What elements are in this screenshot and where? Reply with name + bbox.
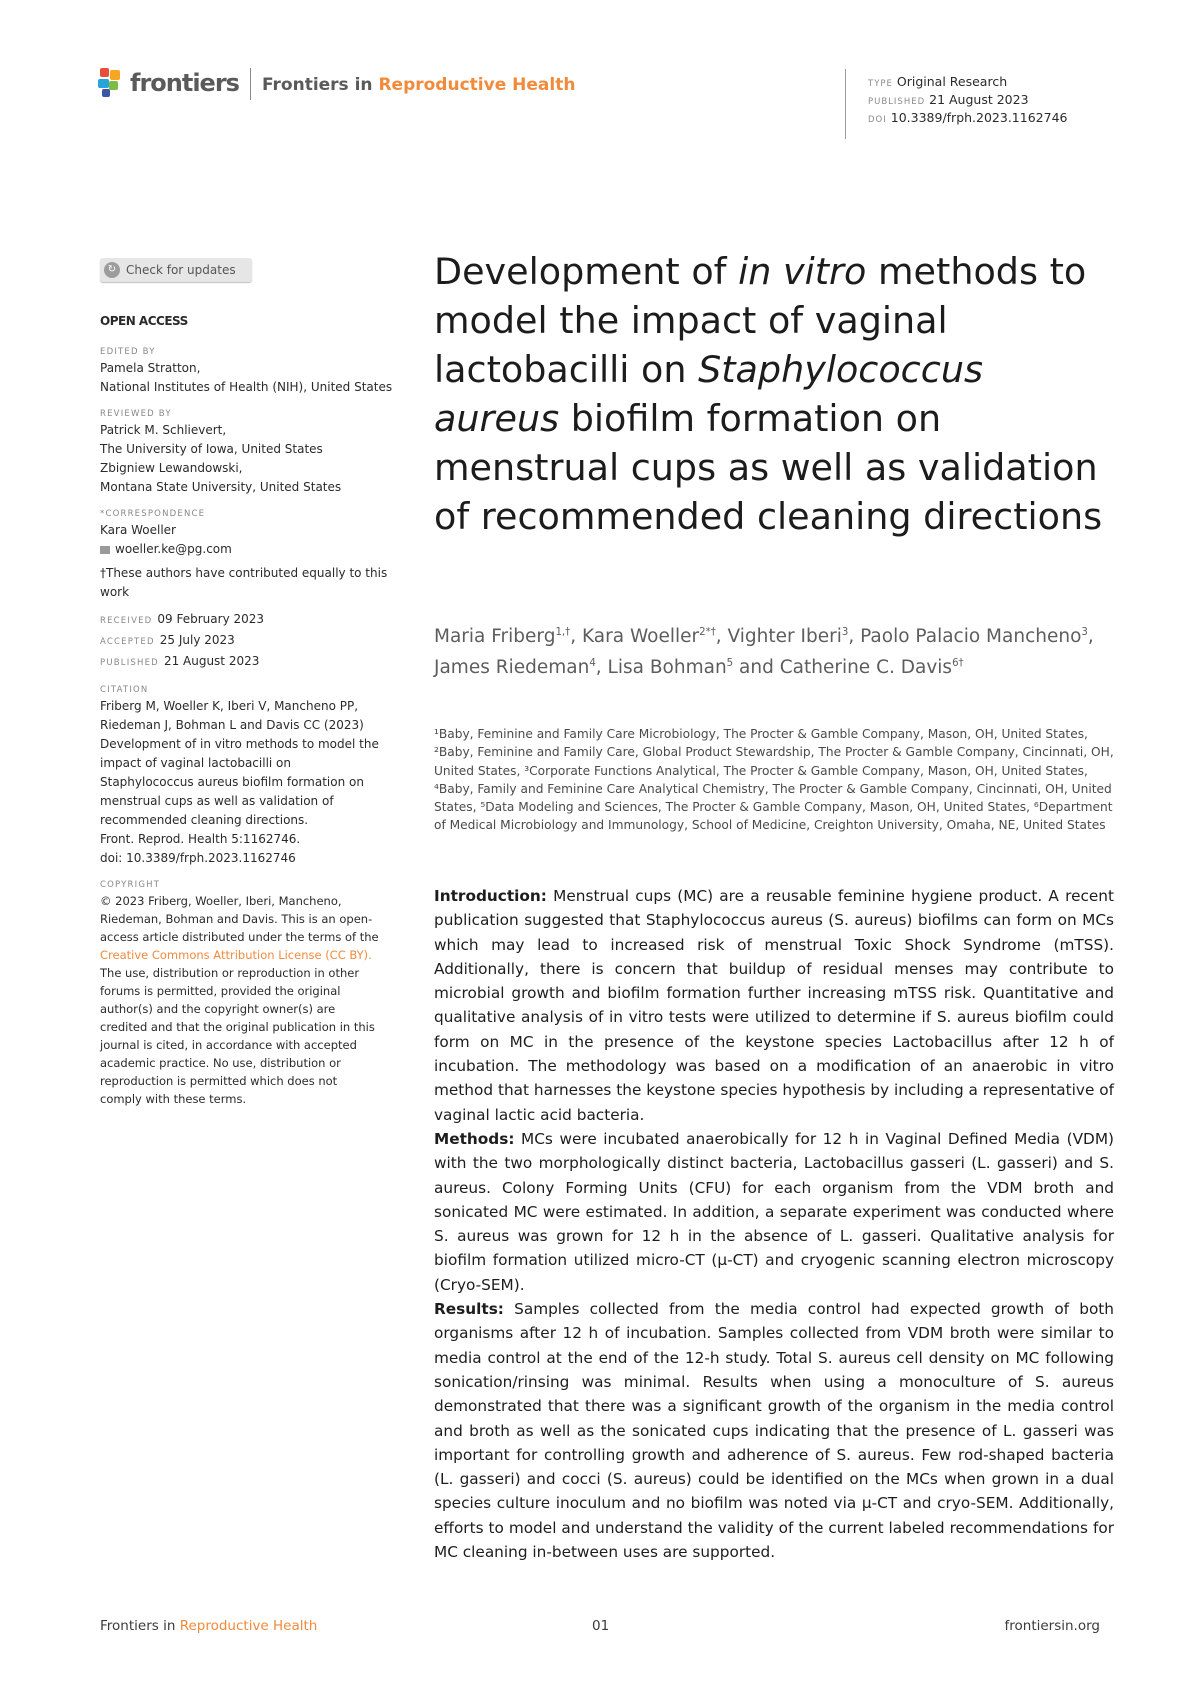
reviewer-line: The University of Iowa, United States [100,442,323,456]
author-affil: 5 [726,657,734,669]
abstract [434,884,1114,1564]
copyright-line: reproduction is permitted which does not [100,1074,338,1088]
published-value: 21 August 2023 [929,92,1029,107]
citation-line: Staphylococcus aureus biofilm formation on [100,775,364,789]
title-part: methods to model the impact of vaginal lactobacilli on [434,250,1087,391]
copyright-line: academic practice. No use, distribution or [100,1056,341,1070]
copyright-line: Riedeman, Bohman and Davis. This is an open- [100,912,373,926]
citation-line: Front. Reprod. Health 5:1162746. [100,832,301,846]
journal-name[interactable] [262,75,575,95]
dates [100,610,410,673]
section-heading: Introduction: [434,887,547,905]
citation-line[interactable]: doi: 10.3389/frph.2023.1162746 [100,851,296,865]
author-name[interactable]: Lisa Bohman [607,657,727,678]
published-label: PUBLISHED [868,97,926,107]
title-italic: in vitro [738,250,867,293]
citation-line: recommended cleaning directions. [100,813,309,827]
article-meta [868,74,1067,128]
correspondence-name: Kara Woeller [100,523,176,537]
author-affil: 3 [1081,626,1088,638]
equal-contribution-note: †These authors have contributed equally to this work [100,566,388,599]
section-heading: Results: [434,1300,504,1319]
journal-prefix: Frontiers in [262,75,373,95]
author-affil: 2*† [699,626,716,638]
published-value: 21 August 2023 [163,654,260,668]
abstract-results [434,1297,1114,1564]
copyright-line: credited and that the original publication in this [100,1020,375,1034]
copyright-line: forums is permitted, provided the original [100,984,341,998]
copyright-line: © 2023 Friberg, Woeller, Iberi, Mancheno, [100,894,342,908]
citation-line: Friberg M, Woeller K, Iberi V, Mancheno PP, [100,699,359,713]
doi-value[interactable]: 10.3389/frph.2023.1162746 [890,110,1068,125]
mail-icon [100,546,110,554]
author-name[interactable]: Vighter Iberi [727,626,842,647]
copyright-line: author(s) and the copyright owner(s) are [100,1002,336,1016]
author-affil: 6† [952,657,964,669]
abstract-methods [434,1127,1114,1297]
open-access-label: OPEN ACCESS [100,314,188,328]
title-part: Development of [434,250,739,293]
published-label: PUBLISHED [100,658,159,668]
footer-journal-prefix: Frontiers in [100,1618,176,1634]
author-affil: 1,† [555,626,571,638]
editor-line: National Institutes of Health (NIH), United States [100,380,393,394]
page-number: 01 [592,1618,610,1634]
section-text: Samples collected from the media control had expected growth of both organisms after 12 h of incubation. Samples collected from VDM broth were similar to media control at the end of the 12-h study. Total S. aureus cell density on MC following sonication/rinsing was minimal. Results when using a monoculture of S. aureus demonstrated that there was a significant growth of the organism in the media control and broth as well as the sonicated cups indicating that the presence of L. gasseri was important for controlling growth and adherence of S. aureus. Few rod-shaped bacteria (L. gasseri) and cocci (S. aureus) could be identified on the MCs when grown in a dual species culture inoculum and no biofilm was noted via µ-CT and cryo-SEM. Additionally, efforts to model and understand the validity of the current labeled recommendations for MC cleaning in-between uses are supported. [434,1300,1114,1562]
correspondence-email[interactable]: woeller.ke@pg.com [115,542,232,556]
section-heading: Methods: [434,1129,515,1148]
frontiers-logo[interactable] [98,68,239,98]
sidebar [100,258,410,1108]
correspondence-label: *CORRESPONDENCE [100,509,206,519]
reviewer-line: Zbigniew Lewandowski, [100,461,243,475]
type-label: TYPE [868,79,893,89]
reviewed-by-label: REVIEWED BY [100,409,172,419]
section-text: MCs were incubated anaerobically for 12 h in Vaginal Defined Media (VDM) with the two morphologically distinct bacteria, Lactobacillus gasseri (L. gasseri) and S. aureus. Colony Forming Units (CFU) for each organism from the VDM broth and sonicated MC were estimated. In addition, a separate experiment was conducted where S. aureus was grown for 12 h in the absence of L. gasseri. Qualitative analysis for biofilm formation utilized micro-CT (µ-CT) and cryogenic scanning electron microscopy (Cryo-SEM). [434,1129,1114,1294]
reviewer-line: Montana State University, United States [100,480,342,494]
author-name[interactable]: Paolo Palacio Mancheno [860,626,1082,647]
edited-by-label: EDITED BY [100,347,156,357]
check-updates-label: Check for updates [126,262,236,277]
author-affil: 4 [589,657,596,669]
type-value: Original Research [896,74,1008,89]
copyright [100,892,410,1108]
accepted-label: ACCEPTED [100,637,155,647]
license-link[interactable]: Creative Commons Attribution License (CC BY). [100,948,372,962]
author-name[interactable]: Catherine C. Davis [779,657,953,678]
citation-line: menstrual cups as well as validation of [100,794,334,808]
editor-line: Pamela Stratton, [100,361,201,375]
citation-line: impact of vaginal lactobacilli on [100,756,292,770]
copyright-line: The use, distribution or reproduction in other [100,966,360,980]
meta-divider [845,69,846,139]
footer-journal[interactable] [100,1618,317,1634]
received-label: RECEIVED [100,616,153,626]
copyright-line: access article distributed under the terms of the [100,930,379,944]
footer-journal-accent: Reproductive Health [179,1618,318,1634]
author-name[interactable]: James Riedeman [434,657,590,678]
citation-line: Riedeman J, Bohman L and Davis CC (2023) [100,718,364,732]
refresh-icon: ↻ [104,262,120,278]
journal-accent: Reproductive Health [378,75,576,95]
reviewed-by [100,421,410,497]
author-name[interactable]: Kara Woeller [582,626,700,647]
citation [100,697,410,868]
doi-label: DOI [868,115,887,125]
affiliations: ¹Baby, Feminine and Family Care Microbiology, The Procter & Gamble Company, Mason, OH, United States, ²Baby, Feminine and Family Care, Global Product Stewardship, The Procter & Gamble Company, Cincinnati, OH, United States, ³Corporate Functions Analytical, The Procter & Gamble Company, Mason, OH, United States, ⁴Baby, Family and Feminine Care Analytical Chemistry, The Procter & Gamble Company, Cincinnati, OH, United States, ⁵Data Modeling and Sciences, The Procter & Gamble Company, Mason, OH, United States, ⁶Department of Medical Microbiology and Immunology, School of Medicine, Creighton University, Omaha, NE, United States [434,727,1114,833]
section-text: Menstrual cups (MC) are a reusable feminine hygiene product. A recent publication suggested that Staphylococcus aureus (S. aureus) biofilms can form on MCs which may lead to increased risk of menstrual Toxic Shock Syndrome (mTSS). Additionally, there is concern that buildup of residual menses may contribute to microbial growth and biofilm formation further increasing mTSS risk. Quantitative and qualitative analysis of in vitro tests were utilized to determine if S. aureus biofilm could form on MC in the presence of the keystone species Lactobacillus after 12 h of incubation. The methodology was based on a modification of an anaerobic in vitro method that harnesses the keystone species hypothesis by including a representative of vaginal lactic acid bacteria. [434,887,1114,1124]
received-value: 09 February 2023 [157,612,265,626]
author-list: Maria Friberg$^{1,\dagger}$, Kara Woeller$^{2*\dagger}$, Vighter Iberi$^3$, Paolo Palacio Mancheno$^3$, James Riedeman$^4$, Lisa Bohman$^5$ and Catherine C. Davis$^{6\dagger}$ [434,626,1094,678]
citation-line: Development of in vitro methods to model the [100,737,379,751]
reviewer-line: Patrick M. Schlievert, [100,423,227,437]
check-updates-button[interactable] [100,258,252,282]
author-affil: 3 [841,626,849,638]
brand-name: frontiers [130,69,239,97]
edited-by [100,359,410,397]
copyright-line: journal is cited, in accordance with accepted [100,1038,357,1052]
title-part: biofilm formation on menstrual cups as well as validation of recommended cleaning directions [434,397,1103,538]
title-italic: Staphylococcus aureus [434,348,983,440]
citation-label: CITATION [100,685,149,695]
header-divider [250,68,251,100]
footer-site-link[interactable]: frontiersin.org [1004,1618,1100,1634]
copyright-label: COPYRIGHT [100,880,161,890]
accepted-value: 25 July 2023 [159,633,235,647]
frontiers-logo-mark-icon [98,68,124,98]
correspondence-email-row[interactable] [100,540,410,559]
article-title [434,247,1114,541]
abstract-introduction [434,884,1114,1127]
author-name[interactable]: Maria Friberg [434,626,556,647]
copyright-line: comply with these terms. [100,1092,247,1106]
